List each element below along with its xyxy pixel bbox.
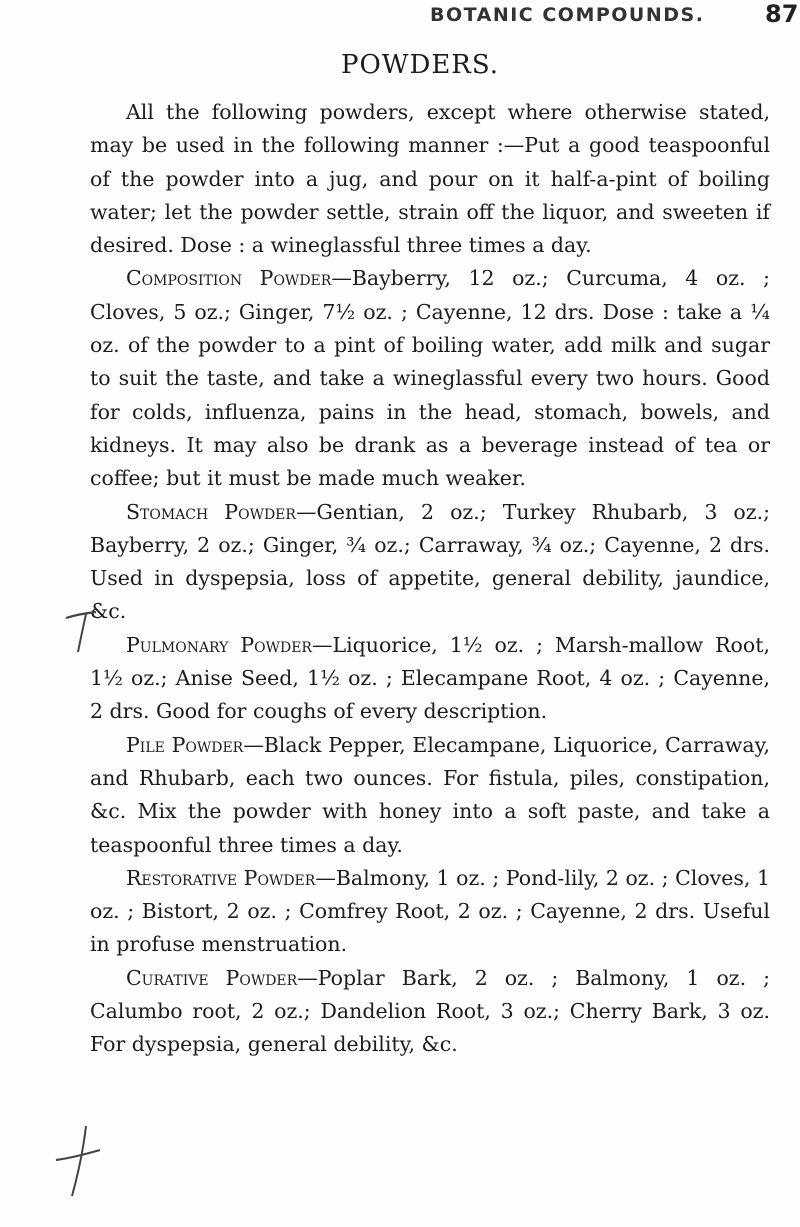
recipe-text: —Poplar Bark, 2 oz. ; Balmony, 1 oz. ; Calumbo root, 2 oz.; Dandelion Root, 3 oz.; Cherry Bark, 3 oz. For dyspepsia, general debility, &c. xyxy=(90,965,770,1057)
recipe-text: —Balmony, 1 oz. ; Pond-lily, 2 oz. ; Cloves, 1 oz. ; Bistort, 2 oz. ; Comfrey Root, 2 oz. ; Cayenne, 2 drs. Useful in profuse menstruation. xyxy=(90,865,770,957)
recipe-text: —Bayberry, 12 oz.; Curcuma, 4 oz. ; Cloves, 5 oz.; Ginger, 7½ oz. ; Cayenne, 12 drs. Dose : take a ¼ oz. of the powder to a pint of boiling water, add milk and sugar to suit the taste, and take a wineglassful every two hours. Good for colds, influenza, pains in the head, stomach, bowels, and kidneys. It may also be drank as a beverage instead of tea or coffee; but it must be made much weaker. xyxy=(90,266,770,491)
recipe-text: —Gentian, 2 oz.; Turkey Rhubarb, 3 oz.; Bayberry, 2 oz.; Ginger, ¾ oz.; Carraway, ¾ oz.; Cayenne, 2 drs. Used in dyspepsia, loss of appetite, general debility, jaundice, &c. xyxy=(90,499,770,624)
running-head: BOTANIC COMPOUNDS. xyxy=(430,4,705,26)
body-text xyxy=(90,96,770,1062)
intro-paragraph: All the following powders, except where otherwise stated, may be used in the following manner :—Put a good teaspoonful of the powder into a jug, and pour on it half-a-pint of boiling water; let the powder settle, strain off the liquor, and sweeten if desired. Dose : a wineglassful three times a day. xyxy=(90,100,770,258)
recipe-name: Restorative Powder xyxy=(126,865,316,890)
page-number: 87 xyxy=(765,0,799,28)
recipe-name: Pulmonary Powder xyxy=(126,632,312,657)
section-heading: POWDERS. xyxy=(340,50,500,80)
recipe-curative-powder xyxy=(90,962,770,1062)
recipe-name: Stomach Powder xyxy=(126,499,296,524)
recipe-name: Composition Powder xyxy=(126,266,332,291)
recipe-name: Curative Powder xyxy=(126,965,298,990)
recipe-stomach-powder xyxy=(90,496,770,629)
recipe-name: Pile Powder xyxy=(126,732,244,757)
recipe-text: —Liquorice, 1½ oz. ; Marsh-mallow Root, 1½ oz.; Anise Seed, 1½ oz. ; Elecampane Root, 4 oz. ; Cayenne, 2 drs. Good for coughs of every description. xyxy=(90,632,770,724)
handwritten-margin-mark-icon xyxy=(52,1120,112,1200)
recipe-text: —Black Pepper, Elecampane, Liquorice, Carraway, and Rhubarb, each two ounces. For fistula, piles, constipation, &c. Mix the powder with honey into a soft paste, and take a teaspoonful three times a day. xyxy=(90,732,770,857)
recipe-restorative-powder xyxy=(90,862,770,962)
recipe-pile-powder xyxy=(90,729,770,862)
handwritten-margin-mark-icon xyxy=(56,600,106,660)
recipe-pulmonary-powder xyxy=(90,629,770,729)
recipe-composition-powder xyxy=(90,262,770,495)
